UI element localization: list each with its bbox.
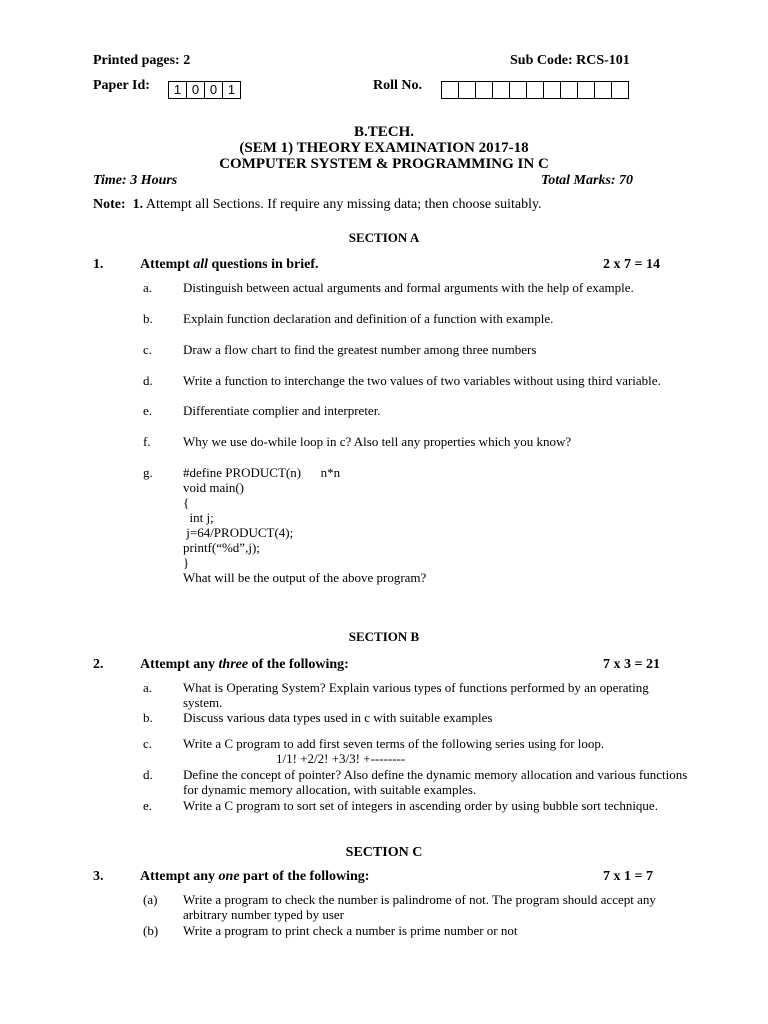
paper-id-digit: 0 bbox=[205, 82, 223, 98]
roll-box[interactable] bbox=[442, 82, 459, 98]
question-text: Why we use do-while loop in c? Also tell any properties which you know? bbox=[183, 434, 572, 449]
roll-box[interactable] bbox=[459, 82, 476, 98]
item-label: f. bbox=[143, 434, 151, 449]
question-text: Discuss various data types used in c with suitable examples bbox=[183, 710, 493, 725]
series-expression: 1/1! +2/2! +3/3! +-------- bbox=[276, 751, 406, 766]
note-number: 1. bbox=[132, 197, 144, 212]
paper-id-boxes bbox=[168, 81, 241, 99]
code-question: What will be the output of the above program? bbox=[183, 570, 427, 585]
item-label: (b) bbox=[143, 923, 159, 938]
roll-box[interactable] bbox=[578, 82, 595, 98]
item-label: b. bbox=[143, 311, 153, 326]
section-a-heading: SECTION A bbox=[348, 230, 420, 245]
item-label: e. bbox=[143, 798, 153, 813]
paper-id-label: Paper Id: bbox=[93, 78, 150, 93]
subject-title: COMPUTER SYSTEM & PROGRAMMING IN C bbox=[219, 156, 549, 172]
question-instruction bbox=[140, 257, 319, 273]
roll-box[interactable] bbox=[527, 82, 544, 98]
total-marks: Total Marks: 70 bbox=[541, 173, 634, 188]
marks: 7 x 3 = 21 bbox=[603, 657, 660, 672]
code-line: #define PRODUCT(n) n*n bbox=[183, 465, 341, 480]
question-text: Write a C program to add first seven terms of the following series using for loop. bbox=[183, 736, 605, 751]
question-text: Define the concept of pointer? Also define the dynamic memory allocation and various functions for dynamic memory allocation, with suitable examples. bbox=[183, 767, 688, 797]
roll-no-label: Roll No. bbox=[373, 78, 422, 93]
question-instruction bbox=[140, 657, 349, 673]
instruction-text: Attempt any bbox=[140, 657, 219, 672]
section-b-heading: SECTION B bbox=[348, 629, 420, 644]
item-label: b. bbox=[143, 710, 153, 725]
roll-no-boxes[interactable] bbox=[441, 81, 629, 99]
item-label: c. bbox=[143, 342, 153, 357]
item-label: a. bbox=[143, 680, 153, 695]
item-label: d. bbox=[143, 373, 153, 388]
printed-pages: Printed pages: 2 bbox=[93, 53, 191, 68]
item-label: g. bbox=[143, 465, 153, 480]
code-line: { bbox=[183, 495, 190, 510]
question-text: Write a C program to sort set of integers in ascending order by using bubble sort technique. bbox=[183, 798, 658, 813]
marks: 7 x 1 = 7 bbox=[603, 869, 653, 884]
item-label: d. bbox=[143, 767, 153, 782]
note-text: Attempt all Sections. If require any missing data; then choose suitably. bbox=[145, 197, 542, 212]
question-text: Write a function to interchange the two values of two variables without using third variable. bbox=[183, 373, 661, 388]
roll-box[interactable] bbox=[476, 82, 493, 98]
question-text: Distinguish between actual arguments and formal arguments with the help of example. bbox=[183, 280, 634, 295]
question-number: 3. bbox=[93, 869, 104, 884]
instruction-text: of the following: bbox=[248, 657, 349, 672]
roll-box[interactable] bbox=[510, 82, 527, 98]
roll-box[interactable] bbox=[493, 82, 510, 98]
item-label: a. bbox=[143, 280, 153, 295]
instruction-text: part of the following: bbox=[239, 869, 370, 884]
instruction-emphasis: one bbox=[218, 869, 240, 884]
item-label: c. bbox=[143, 736, 153, 751]
note bbox=[93, 197, 542, 213]
question-text: Write a program to check the number is palindrome of not. The program should accept any arbitrary number typed by user bbox=[183, 892, 656, 922]
instruction-text: questions in brief. bbox=[208, 257, 319, 272]
question-text: Draw a flow chart to find the greatest number among three numbers bbox=[183, 342, 537, 357]
degree-title: B.TECH. bbox=[353, 124, 414, 140]
question-text: What is Operating System? Explain various types of functions performed by an operating system. bbox=[183, 680, 649, 710]
instruction-text: Attempt any bbox=[140, 869, 219, 884]
instruction-text: Attempt bbox=[140, 257, 194, 272]
code-line: } bbox=[183, 555, 190, 570]
time-label: Time: 3 Hours bbox=[93, 173, 178, 188]
code-line: j=64/PRODUCT(4); bbox=[183, 525, 294, 540]
instruction-emphasis: three bbox=[218, 657, 249, 672]
code-line: int j; bbox=[183, 510, 214, 525]
roll-box[interactable] bbox=[544, 82, 561, 98]
roll-box[interactable] bbox=[612, 82, 629, 98]
paper-id-digit: 1 bbox=[169, 82, 187, 98]
instruction-emphasis: all bbox=[193, 257, 209, 272]
section-c-heading: SECTION C bbox=[345, 845, 423, 860]
roll-box[interactable] bbox=[595, 82, 612, 98]
question-text: Differentiate complier and interpreter. bbox=[183, 403, 381, 418]
question-text: Explain function declaration and definition of a function with example. bbox=[183, 311, 554, 326]
paper-id-digit: 1 bbox=[223, 82, 241, 98]
item-label: (a) bbox=[143, 892, 158, 907]
sub-code: Sub Code: RCS-101 bbox=[510, 53, 630, 68]
roll-box[interactable] bbox=[561, 82, 578, 98]
question-number: 1. bbox=[93, 257, 104, 272]
note-label: Note: bbox=[93, 197, 126, 212]
question-instruction bbox=[140, 869, 369, 885]
question-text: Write a program to print check a number is prime number or not bbox=[183, 923, 518, 938]
item-label: e. bbox=[143, 403, 153, 418]
code-line: void main() bbox=[183, 480, 245, 495]
code-block bbox=[183, 465, 703, 585]
paper-id-digit: 0 bbox=[187, 82, 205, 98]
marks: 2 x 7 = 14 bbox=[603, 257, 660, 272]
code-line: printf(“%d”,j); bbox=[183, 540, 260, 555]
question-number: 2. bbox=[93, 657, 104, 672]
exam-title: (SEM 1) THEORY EXAMINATION 2017-18 bbox=[239, 140, 529, 156]
